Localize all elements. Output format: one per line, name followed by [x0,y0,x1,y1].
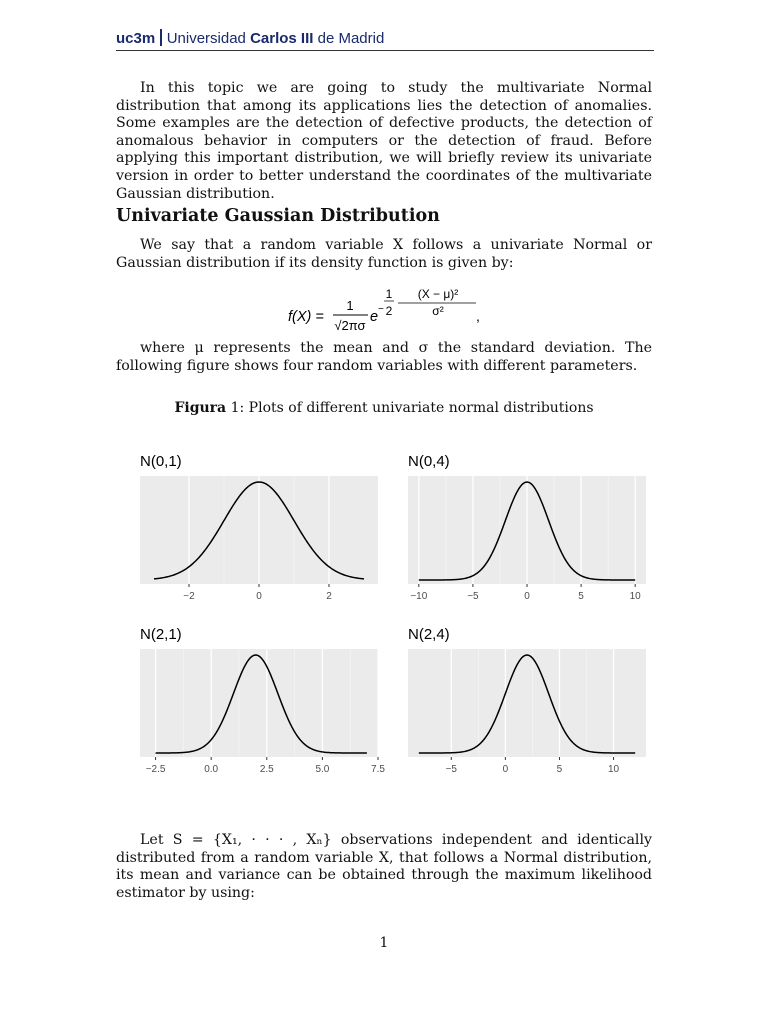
chart-panel [408,626,646,775]
formula-exp-half-den: 2 [385,304,393,318]
formula-frac-num: 1 [346,298,354,313]
x-tick-label: 0.0 [204,764,219,775]
closing-paragraph: Let S = {X₁, · · · , Xₙ} observations independent and identically distributed from a random variable X, that follows a Normal distribution, its mean and variance can be obtained through the maximum likelihood estimator by using: [116,832,652,901]
formula-svg [286,284,506,336]
formula-base: e [370,309,379,325]
x-tick-label: 0 [256,591,262,602]
caption-label: Figura [174,400,227,416]
university-logo [116,29,384,47]
x-tick-label: 0 [502,764,509,775]
chart-panel [408,453,646,602]
x-tick-label: 2 [326,591,332,602]
logo-prefix: Universidad [166,30,246,47]
logo-bold: Carlos III [250,30,314,47]
chart-title: N(0,4) [408,453,450,470]
figure-caption [0,400,768,416]
x-tick-label: 5.0 [315,764,330,775]
formula-exp-den: σ² [432,304,444,318]
section-title: Univariate Gaussian Distribution [116,206,440,226]
formula-trail: , [476,308,480,324]
caption-text: : Plots of different univariate normal distributions [239,400,594,416]
formula-exp-num: (X − μ)² [417,287,459,301]
x-tick-label: −10 [410,591,428,602]
x-tick-label: 10 [607,764,620,775]
chart-panel [140,453,378,602]
logo-short: uc3m [116,30,156,47]
figure-svg [130,446,660,786]
formula-lhs: f(X) = [288,309,324,325]
formula-frac-den: √2πσ [334,318,366,333]
density-formula [286,284,506,336]
x-tick-label: 5 [556,764,563,775]
plot-background [408,649,646,757]
logo-suffix: de Madrid [317,30,385,47]
chart-title: N(0,1) [140,453,182,470]
normal-distributions-figure [130,446,660,790]
chart-title: N(2,1) [140,626,182,643]
chart-panel [140,626,385,775]
after-formula-paragraph: where μ represents the mean and σ the standard deviation. The following figure shows four random variables with different parameters. [116,340,652,374]
page-number: 1 [379,935,389,951]
x-tick-label: −2.5 [145,764,166,775]
x-tick-label: 10 [629,591,641,602]
x-tick-label: 2.5 [259,764,274,775]
intro-paragraph: In this topic we are going to study the multivariate Normal distribution that among its applications lies the detection of anomalies. Some examples are the detection of defective products, the detection of anomalous behavior in computers or the detection of fraud. Before applying this important distribution, we will briefly review its univariate version in order to better understand the coordinates of the multivariate Gaussian distribution. [116,80,652,202]
x-tick-label: −2 [183,591,195,602]
definition-paragraph: We say that a random variable X follows a univariate Normal or Gaussian distribution if its density function is given by: [116,237,652,271]
caption-number: 1 [230,400,240,416]
plot-background [140,649,378,757]
x-tick-label: 5 [578,591,584,602]
x-tick-label: −5 [445,764,457,775]
logo-divider [160,29,162,46]
page-header [116,26,654,51]
formula-exp-half-num: 1 [385,287,393,301]
formula-exp-sign: − [378,304,384,315]
x-tick-label: 7.5 [371,764,385,775]
chart-title: N(2,4) [408,626,450,643]
x-tick-label: −5 [467,591,479,602]
x-tick-label: 0 [524,591,530,602]
